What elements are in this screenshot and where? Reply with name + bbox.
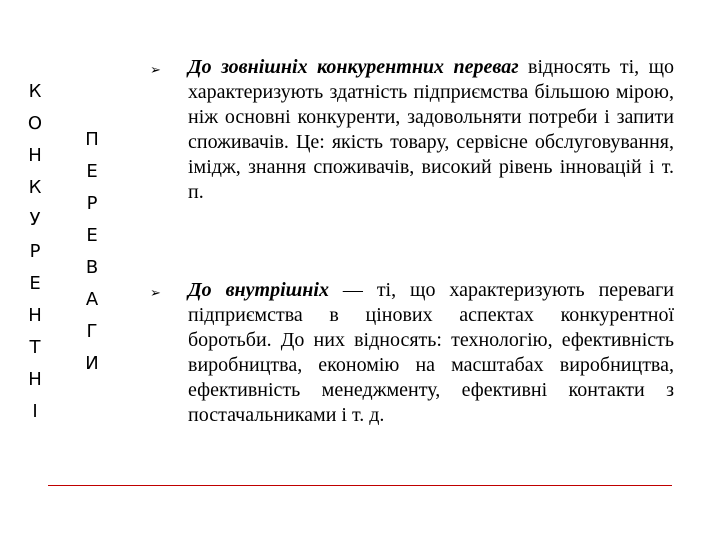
letter: Н: [28, 369, 42, 390]
letter: І: [32, 401, 38, 422]
letter: О: [27, 113, 43, 134]
letter: Е: [86, 225, 98, 246]
bottom-divider: [48, 485, 672, 486]
letter: П: [85, 129, 99, 150]
vertical-word-konkurentni: [27, 76, 43, 428]
letter: Н: [28, 145, 42, 166]
vertical-word-perevagy: [84, 124, 100, 380]
letter: Р: [86, 193, 98, 214]
bullet-text: відносять ті, що характеризують здатність підприємства більшою мірою, ніж основні конкуренти, задовольняти потреби і запити споживачів. Це: якість товару, сервісне обслуговування, імідж, знання споживачів, високий рівень інновацій і т. п.: [188, 56, 674, 203]
letter: Т: [29, 337, 41, 358]
letter: У: [29, 209, 41, 230]
bullet-external-advantages: [188, 55, 674, 205]
letter: И: [85, 353, 99, 374]
letter: Е: [86, 161, 98, 182]
letter: К: [28, 177, 42, 198]
letter: Р: [29, 241, 41, 262]
bullet-emphasis: До зовнішніх конкурентних переваг: [188, 56, 519, 78]
bullet-text: — ті, що характеризують переваги підприємства в цінових аспектах конкурентної боротьби. До них відносять: технологію, ефективність виробництва, економію на масштабах виробництва, ефективність менеджменту, ефективні контакти з постачальниками і т. д.: [188, 279, 675, 426]
letter: Е: [29, 273, 41, 294]
letter: В: [85, 257, 99, 278]
bullet-arrow-icon: ➢: [150, 286, 161, 301]
letter: А: [85, 289, 99, 310]
bullet-internal-advantages: [188, 278, 674, 428]
bullet-arrow-icon: ➢: [150, 63, 161, 78]
letter: Г: [86, 321, 98, 342]
letter: К: [28, 81, 42, 102]
letter: Н: [28, 305, 42, 326]
bullet-emphasis: До внутрішніх: [188, 279, 329, 301]
